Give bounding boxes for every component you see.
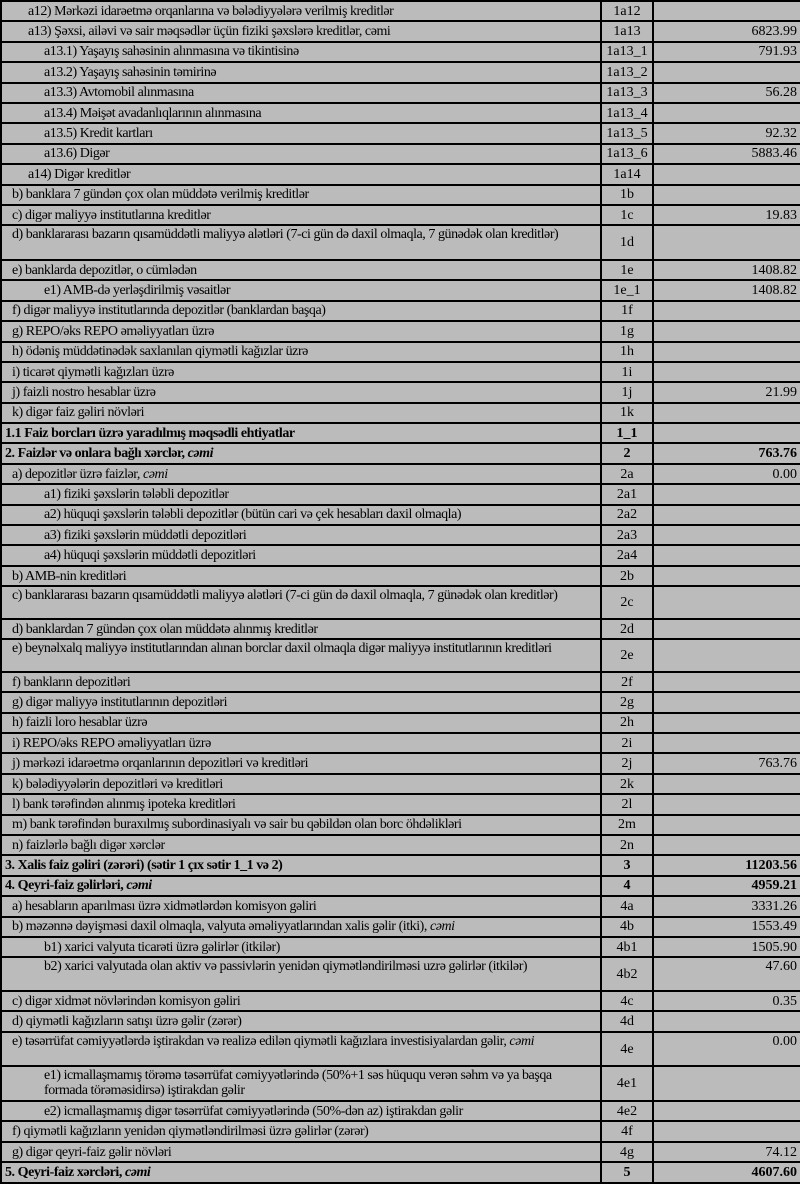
row-description: k) digər faiz gəliri növləri	[12, 405, 145, 421]
row-description-italic-suffix: cəmi	[509, 1033, 535, 1049]
value-cell	[653, 1011, 800, 1031]
row-description: 3. Xalis faiz gəliri (zərəri) (sətir 1 çıx sətir 1_1 və 2)	[5, 858, 283, 874]
table-row	[1, 1162, 800, 1183]
description-cell	[1, 713, 601, 733]
row-description: f) bankların depozitləri	[12, 674, 131, 690]
description-cell	[1, 525, 601, 545]
table-row	[1, 586, 800, 619]
description-cell	[1, 835, 601, 855]
value-cell	[653, 774, 800, 794]
value-cell: 0.00	[653, 1032, 800, 1067]
value-cell	[653, 1, 800, 21]
description-cell	[1, 1011, 601, 1031]
code-cell: 2c	[601, 586, 653, 619]
code-cell: 2a4	[601, 545, 653, 565]
row-description: 2. Faizlər və onlara bağlı xərclər,	[5, 446, 188, 462]
row-description: a12) Mərkəzi idarəetmə orqanlarına və bələdiyyələrə verilmiş kreditlər	[28, 3, 394, 19]
code-cell: 1a13_4	[601, 103, 653, 123]
code-cell: 4b2	[601, 957, 653, 991]
income-statement-table-body	[1, 1, 800, 1183]
description-cell	[1, 280, 601, 300]
value-cell	[653, 403, 800, 423]
table-row	[1, 362, 800, 382]
row-description: h) ödəniş müddətinədək saxlanılan qiymətli kağızlar üzrə	[12, 344, 308, 360]
value-cell	[653, 423, 800, 443]
row-description: f) qiymətli kağızların yenidən qiymətləndirilməsi üzrə gəlirlər (zərər)	[12, 1124, 369, 1140]
code-cell: 2	[601, 443, 653, 463]
table-row	[1, 185, 800, 205]
row-description: d) banklardan 7 gündən çox olan müddətə alınmış kreditlər	[12, 621, 318, 637]
row-description: a) hesabların aparılması üzrə xidmətlərdən komisyon gəliri	[12, 898, 317, 914]
description-cell	[1, 917, 601, 937]
code-cell: 2d	[601, 619, 653, 639]
table-row	[1, 21, 800, 41]
table-row	[1, 1, 800, 21]
value-cell	[653, 586, 800, 619]
code-cell: 2a2	[601, 505, 653, 525]
value-cell: 1505.90	[653, 937, 800, 957]
code-cell: 1e	[601, 260, 653, 280]
row-description-italic-suffix: cəmi	[126, 878, 152, 894]
row-description: c) digər xidmət növlərindən komisyon gəliri	[12, 993, 241, 1009]
code-cell: 3	[601, 855, 653, 875]
description-cell	[1, 991, 601, 1011]
value-cell: 47.60	[653, 957, 800, 991]
table-row	[1, 164, 800, 184]
code-cell: 4g	[601, 1142, 653, 1162]
code-cell: 2i	[601, 733, 653, 753]
description-cell	[1, 464, 601, 484]
value-cell	[653, 525, 800, 545]
row-description: g) digər qeyri-faiz gəlir növləri	[12, 1144, 172, 1160]
row-description-italic-suffix: cəmi	[143, 466, 168, 482]
code-cell: 4a	[601, 896, 653, 916]
description-cell	[1, 876, 601, 896]
row-description: b1) xarici valyuta ticarəti üzrə gəlirlər (itkilər)	[44, 939, 280, 955]
value-cell: 791.93	[653, 42, 800, 62]
row-description: f) digər maliyyə institutlarında depozitlər (banklardan başqa)	[12, 303, 326, 319]
row-description: n) faizlərlə bağlı digər xərclər	[12, 837, 165, 853]
row-description-italic-suffix: cəmi	[187, 446, 214, 462]
value-cell: 4959.21	[653, 876, 800, 896]
row-description: g) digər maliyyə institutlarının depozitləri	[12, 694, 228, 710]
code-cell: 4b	[601, 917, 653, 937]
value-cell: 21.99	[653, 382, 800, 402]
value-cell	[653, 362, 800, 382]
table-row	[1, 1101, 800, 1121]
row-description: e1) AMB-də yerləşdirilmiş vəsaitlər	[44, 283, 231, 299]
table-row	[1, 815, 800, 835]
row-description: b2) xarici valyutada olan aktiv və passivlərin yenidən qiymətləndirilməsi uzrə gəlirlər (itkilər)	[44, 959, 528, 975]
row-description: 1.1 Faiz borcları üzrə yaradılmış məqsədli ehtiyatlar	[5, 425, 295, 441]
code-cell: 1d	[601, 225, 653, 260]
code-cell: 2a3	[601, 525, 653, 545]
description-cell	[1, 733, 601, 753]
value-cell: 92.32	[653, 123, 800, 143]
description-cell	[1, 957, 601, 991]
value-cell	[653, 1066, 800, 1101]
row-description: j) faizli nostro hesablar üzrə	[12, 385, 156, 400]
table-row	[1, 301, 800, 321]
row-description: d) banklararası bazarın qısamüddətli maliyyə alətləri (7-ci gün də daxil olmaqla, 7 günədək olan kreditlər)	[12, 227, 559, 243]
description-cell	[1, 794, 601, 814]
row-description: a4) hüquqi şəxslərin müddətli depozitləri	[44, 548, 256, 564]
row-description: c) banklararası bazarın qısamüddətli maliyyə alətləri (7-ci gün də daxil olmaqla, 7 günədək olan kreditlər)	[12, 588, 558, 604]
value-cell	[653, 505, 800, 525]
code-cell: 2n	[601, 835, 653, 855]
row-description: a13) Şəxsi, ailəvi və sair məqsədlər üçün fiziki şəxslərə kreditlər, cəmi	[28, 24, 391, 40]
row-description-italic-suffix: cəmi	[429, 919, 455, 935]
code-cell: 2l	[601, 794, 653, 814]
row-description: a2) hüquqi şəxslərin tələbli depozitlər (bütün cari və çek hesabları daxil olmaqla)	[44, 507, 462, 523]
table-row	[1, 403, 800, 423]
value-cell	[653, 225, 800, 260]
description-cell	[1, 1121, 601, 1141]
code-cell: 2b	[601, 566, 653, 586]
row-description: e) banklarda depozitlər, o cümlədən	[12, 262, 197, 278]
row-description: i) ticarət qiymətli kağızları üzrə	[12, 364, 174, 380]
row-description: i) REPO/əks REPO əməliyyatları üzrə	[12, 735, 211, 751]
description-cell	[1, 937, 601, 957]
code-cell: 1a13_1	[601, 42, 653, 62]
value-cell	[653, 692, 800, 712]
value-cell: 74.12	[653, 1142, 800, 1162]
table-row	[1, 62, 800, 82]
description-cell	[1, 123, 601, 143]
table-row	[1, 144, 800, 164]
table-row	[1, 123, 800, 143]
table-row	[1, 937, 800, 957]
description-cell	[1, 225, 601, 260]
table-row	[1, 545, 800, 565]
description-cell	[1, 164, 601, 184]
description-cell	[1, 205, 601, 225]
value-cell	[653, 794, 800, 814]
value-cell: 1408.82	[653, 280, 800, 300]
row-description: a13.2) Yaşayış sahəsinin təmirinə	[44, 64, 217, 80]
value-cell	[653, 619, 800, 639]
table-row	[1, 917, 800, 937]
table-row	[1, 774, 800, 794]
table-row	[1, 794, 800, 814]
row-description: g) REPO/əks REPO əməliyyatları üzrə	[12, 323, 214, 339]
row-description: c) digər maliyyə institutlarına kreditlər	[12, 207, 211, 223]
description-cell	[1, 639, 601, 672]
value-cell	[653, 566, 800, 586]
description-cell	[1, 260, 601, 280]
row-description: j) mərkəzi idarəetmə orqanlarının depozitləri və kreditləri	[12, 756, 309, 772]
code-cell: 2a	[601, 464, 653, 484]
table-row	[1, 619, 800, 639]
code-cell: 1e_1	[601, 280, 653, 300]
table-row	[1, 464, 800, 484]
table-row	[1, 713, 800, 733]
value-cell: 3331.26	[653, 896, 800, 916]
row-description: e2) icmallaşmamış digər təsərrüfat cəmiyyətlərində (50%-dən az) iştirakdan gəlir	[44, 1103, 463, 1119]
value-cell: 11203.56	[653, 855, 800, 875]
code-cell: 2h	[601, 713, 653, 733]
table-row	[1, 83, 800, 103]
row-description: b) məzənnə dəyişməsi daxil olmaqla, valyuta əməliyyatlarından xalis gəlir (itki),	[12, 919, 430, 935]
description-cell	[1, 545, 601, 565]
code-cell: 5	[601, 1162, 653, 1183]
row-description: b) AMB-nin kreditləri	[12, 568, 127, 584]
table-row	[1, 205, 800, 225]
row-description: m) bank tərəfindən buraxılmış subordinasiyalı və sair bu qəbildən olan borc öhdəlikləri	[12, 817, 462, 833]
value-cell	[653, 321, 800, 341]
description-cell	[1, 505, 601, 525]
table-row	[1, 505, 800, 525]
value-cell: 1553.49	[653, 917, 800, 937]
description-cell	[1, 83, 601, 103]
description-cell	[1, 586, 601, 619]
description-cell	[1, 42, 601, 62]
row-description-italic-suffix: cəmi	[124, 1165, 151, 1181]
table-row	[1, 957, 800, 991]
table-row	[1, 484, 800, 504]
description-cell	[1, 1066, 601, 1101]
code-cell: 4e	[601, 1032, 653, 1067]
code-cell: 2j	[601, 753, 653, 773]
value-cell	[653, 1101, 800, 1121]
value-cell	[653, 1121, 800, 1141]
code-cell: 2e	[601, 639, 653, 672]
value-cell: 0.00	[653, 464, 800, 484]
code-cell: 2m	[601, 815, 653, 835]
value-cell	[653, 301, 800, 321]
table-row	[1, 525, 800, 545]
row-description: e1) icmallaşmamış törəmə təsərrüfat cəmiyyətlərində (50%+1 səs hüququ verən səhm və ya başqa formada törəməsidirsə) iştirakdan gəlir	[44, 1068, 552, 1099]
code-cell: 1b	[601, 185, 653, 205]
code-cell: 4d	[601, 1011, 653, 1031]
description-cell	[1, 815, 601, 835]
row-description: a3) fiziki şəxslərin müddətli depozitləri	[44, 527, 247, 543]
code-cell: 1a13_2	[601, 62, 653, 82]
table-row	[1, 1066, 800, 1101]
table-row	[1, 753, 800, 773]
description-cell	[1, 382, 601, 402]
value-cell	[653, 342, 800, 362]
row-description: a14) Digər kreditlər	[28, 166, 131, 182]
table-row	[1, 321, 800, 341]
row-description: a13.4) Məişət avadanlıqlarının alınmasına	[44, 105, 262, 121]
row-description: a13.5) Kredit kartları	[44, 126, 153, 142]
table-row	[1, 896, 800, 916]
description-cell	[1, 896, 601, 916]
value-cell	[653, 484, 800, 504]
table-row	[1, 280, 800, 300]
code-cell: 1_1	[601, 423, 653, 443]
description-cell	[1, 1032, 601, 1067]
description-cell	[1, 1162, 601, 1183]
description-cell	[1, 855, 601, 875]
code-cell: 1k	[601, 403, 653, 423]
row-description: a13.3) Avtomobil alınmasına	[44, 85, 194, 101]
row-description: a) depozitlər üzrə faizlər,	[12, 466, 144, 482]
code-cell: 2f	[601, 672, 653, 692]
row-description: 5. Qeyri-faiz xərcləri,	[5, 1165, 125, 1181]
value-cell	[653, 545, 800, 565]
code-cell: 2a1	[601, 484, 653, 504]
value-cell: 763.76	[653, 753, 800, 773]
row-description: h) faizli loro hesablar üzrə	[12, 715, 148, 731]
row-description: a1) fiziki şəxslərin tələbli depozitlər	[44, 486, 229, 502]
code-cell: 1a14	[601, 164, 653, 184]
table-row	[1, 225, 800, 260]
value-cell: 5883.46	[653, 144, 800, 164]
code-cell: 4	[601, 876, 653, 896]
code-cell: 1a13_6	[601, 144, 653, 164]
code-cell: 4c	[601, 991, 653, 1011]
table-row	[1, 566, 800, 586]
value-cell: 763.76	[653, 443, 800, 463]
value-cell	[653, 103, 800, 123]
code-cell: 4b1	[601, 937, 653, 957]
code-cell: 1j	[601, 382, 653, 402]
value-cell	[653, 164, 800, 184]
row-description: d) qiymətli kağızların satışı üzrə gəlir (zərər)	[12, 1014, 242, 1030]
row-description: e) beynəlxalq maliyyə institutlarından alınan borclar daxil olmaqla digər maliyyə institutlarının kreditləri	[12, 641, 552, 657]
description-cell	[1, 362, 601, 382]
table-row	[1, 1142, 800, 1162]
row-description: k) bələdiyyələrin depozitləri və kreditləri	[12, 776, 223, 792]
row-description: b) banklara 7 gündən çox olan müddətə verilmiş kreditlər	[12, 187, 309, 203]
value-cell: 1408.82	[653, 260, 800, 280]
table-row	[1, 855, 800, 875]
table-row	[1, 423, 800, 443]
value-cell: 0.35	[653, 991, 800, 1011]
value-cell	[653, 672, 800, 692]
table-row	[1, 382, 800, 402]
table-row	[1, 835, 800, 855]
table-row	[1, 103, 800, 123]
description-cell	[1, 484, 601, 504]
description-cell	[1, 774, 601, 794]
table-row	[1, 876, 800, 896]
code-cell: 1a13	[601, 21, 653, 41]
description-cell	[1, 1142, 601, 1162]
description-cell	[1, 566, 601, 586]
table-row	[1, 342, 800, 362]
code-cell: 4f	[601, 1121, 653, 1141]
description-cell	[1, 403, 601, 423]
table-row	[1, 443, 800, 463]
value-cell	[653, 639, 800, 672]
table-row	[1, 991, 800, 1011]
table-row	[1, 733, 800, 753]
code-cell: 1a13_5	[601, 123, 653, 143]
row-description: a13.1) Yaşayış sahəsinin alınmasına və tikintisinə	[44, 44, 299, 60]
value-cell	[653, 185, 800, 205]
description-cell	[1, 692, 601, 712]
description-cell	[1, 21, 601, 41]
table-row	[1, 672, 800, 692]
value-cell	[653, 733, 800, 753]
value-cell	[653, 835, 800, 855]
description-cell	[1, 619, 601, 639]
description-cell	[1, 1, 601, 21]
description-cell	[1, 321, 601, 341]
table-row	[1, 1032, 800, 1067]
code-cell: 4e1	[601, 1066, 653, 1101]
description-cell	[1, 423, 601, 443]
code-cell: 1a12	[601, 1, 653, 21]
value-cell: 56.28	[653, 83, 800, 103]
description-cell	[1, 144, 601, 164]
value-cell	[653, 815, 800, 835]
value-cell: 6823.99	[653, 21, 800, 41]
row-description: a13.6) Digər	[44, 146, 110, 162]
row-description: l) bank tərəfindən alınmış ipoteka kreditləri	[12, 796, 236, 812]
code-cell: 1a13_3	[601, 83, 653, 103]
description-cell	[1, 185, 601, 205]
description-cell	[1, 753, 601, 773]
code-cell: 4e2	[601, 1101, 653, 1121]
value-cell	[653, 62, 800, 82]
code-cell: 2k	[601, 774, 653, 794]
code-cell: 1c	[601, 205, 653, 225]
row-description: 4. Qeyri-faiz gəlirləri,	[5, 878, 127, 894]
table-row	[1, 1011, 800, 1031]
table-row	[1, 260, 800, 280]
description-cell	[1, 342, 601, 362]
table-row	[1, 1121, 800, 1141]
table-row	[1, 639, 800, 672]
value-cell	[653, 713, 800, 733]
description-cell	[1, 443, 601, 463]
code-cell: 1h	[601, 342, 653, 362]
code-cell: 1g	[601, 321, 653, 341]
code-cell: 2g	[601, 692, 653, 712]
description-cell	[1, 672, 601, 692]
value-cell: 4607.60	[653, 1162, 800, 1183]
description-cell	[1, 103, 601, 123]
code-cell: 1i	[601, 362, 653, 382]
table-row	[1, 42, 800, 62]
description-cell	[1, 301, 601, 321]
row-description: e) təsərrüfat cəmiyyətlərdə iştirakdan və realizə edilən qiymətli kağızlara investisiyalardan gəlir,	[12, 1033, 510, 1049]
table-row	[1, 692, 800, 712]
value-cell: 19.83	[653, 205, 800, 225]
description-cell	[1, 1101, 601, 1121]
code-cell: 1f	[601, 301, 653, 321]
description-cell	[1, 62, 601, 82]
